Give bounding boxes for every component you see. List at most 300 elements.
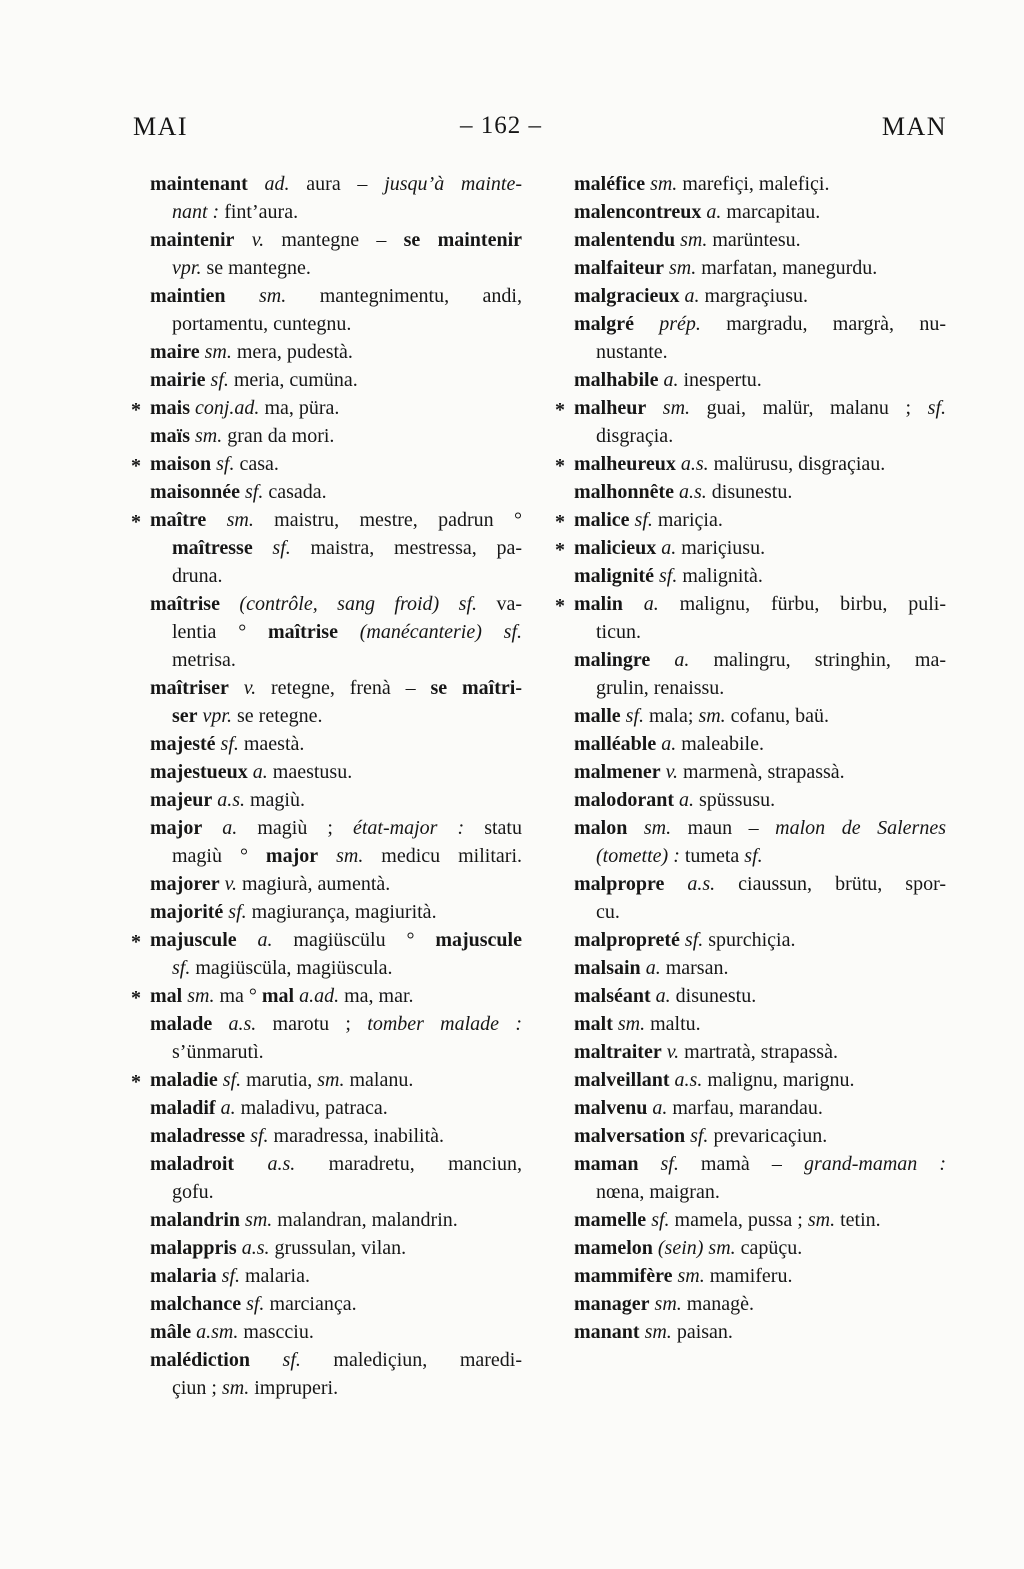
grammar-label: sf.: [685, 1125, 709, 1147]
entry-line: [574, 674, 946, 702]
entry-line: [574, 450, 946, 478]
headword: mamelon: [574, 1237, 653, 1259]
headword: malséant: [574, 985, 651, 1007]
entry-line: [574, 1262, 946, 1290]
homonym-star-marker: *: [131, 987, 141, 1009]
translation-text: ma, püra.: [259, 397, 340, 419]
translation-text: magiù.: [245, 789, 305, 811]
entry-line: [150, 758, 522, 786]
translation-text: cofanu, baü.: [725, 705, 829, 727]
entry-line: [574, 842, 946, 870]
dictionary-entry: [555, 394, 946, 450]
dictionary-entry: [555, 450, 946, 478]
grammar-label: sm.: [206, 509, 254, 531]
translation-text: aura –: [289, 173, 385, 195]
dictionary-entry: [150, 1150, 522, 1206]
dictionary-entry: [150, 674, 522, 730]
entry-line: [150, 226, 522, 254]
grammar-label: a.: [650, 649, 690, 671]
dictionary-entry: [574, 478, 946, 506]
entry-line: [574, 310, 946, 338]
dictionary-entry: [131, 506, 522, 590]
dictionary-entry: [150, 282, 522, 338]
translation-text: managè.: [681, 1293, 754, 1315]
entry-line: [574, 506, 946, 534]
entry-line: [574, 898, 946, 926]
entry-line: [150, 730, 522, 758]
grammar-label: a.: [701, 201, 722, 223]
entry-line: [574, 730, 946, 758]
grammar-label: a.: [679, 285, 700, 307]
grammar-label: sm.: [317, 1069, 345, 1091]
headword: majorer: [150, 873, 220, 895]
entry-line: [574, 226, 946, 254]
entry-line: [574, 954, 946, 982]
translation-text: disunestu.: [670, 985, 757, 1007]
dictionary-entry: [574, 254, 946, 282]
dictionary-entry: [150, 1318, 522, 1346]
translation-text: s’ünmarutì.: [172, 1041, 264, 1063]
translation-text: magiurà, aumentà.: [237, 873, 391, 895]
dictionary-entry: [574, 982, 946, 1010]
entry-line: [574, 422, 946, 450]
translation-text: gofu.: [172, 1181, 214, 1203]
translation-text: ticun.: [596, 621, 641, 643]
grammar-label: a.s.: [674, 481, 707, 503]
headword: malversation: [574, 1125, 686, 1147]
entry-line: [150, 674, 522, 702]
translation-text: casa.: [234, 453, 279, 475]
entry-line: [150, 282, 522, 310]
entry-line: [150, 870, 522, 898]
entry-line: [150, 702, 522, 730]
dictionary-entry: [150, 1234, 522, 1262]
grammar-label: sm.: [225, 285, 287, 307]
headword: maladie: [150, 1069, 218, 1091]
translation-text: marcapitau.: [721, 201, 821, 223]
translation-text: se retegne.: [232, 705, 323, 727]
headword: malmener: [574, 761, 661, 783]
grammar-label: vpr.: [172, 257, 202, 279]
grammar-label: sf.: [646, 1209, 670, 1231]
headword: malin: [574, 593, 623, 615]
translation-text: prevaricaçiun.: [708, 1125, 828, 1147]
grammar-label: sf.: [223, 901, 247, 923]
grammar-label: a.: [658, 369, 679, 391]
grammar-label: a.s.: [236, 1237, 270, 1259]
entry-line: [574, 198, 946, 226]
translation-text: malediçiun, maredi-: [300, 1349, 523, 1371]
grammar-label: vpr.: [197, 705, 232, 727]
homonym-star-marker: *: [555, 595, 565, 617]
entry-line: [150, 1094, 522, 1122]
headword: maintenant: [150, 173, 248, 195]
headword: mamelle: [574, 1209, 647, 1231]
grammar-label: sm.: [645, 173, 678, 195]
entry-line: [574, 1066, 946, 1094]
headword: maltraiter: [574, 1041, 662, 1063]
headword: maintien: [150, 285, 226, 307]
grammar-label: a.: [215, 1097, 236, 1119]
headword: malignité: [574, 565, 654, 587]
grammar-label: sf.: [241, 1293, 265, 1315]
headword: majestueux: [150, 761, 248, 783]
dictionary-entry: [574, 226, 946, 254]
homonym-star-marker: *: [131, 455, 141, 477]
entry-line: [574, 170, 946, 198]
headword: malice: [574, 509, 630, 531]
translation-text: magiüscülu °: [272, 929, 436, 951]
translation-text: disgraçia.: [596, 425, 674, 447]
translation-text: disunestu.: [706, 481, 793, 503]
grammar-label: sm.: [627, 817, 672, 839]
grammar-label: conj.ad.: [190, 397, 260, 419]
headword: majuscule: [435, 929, 522, 951]
grammar-label: a.: [647, 1097, 668, 1119]
entry-line: [150, 1122, 522, 1150]
homonym-star-marker: *: [555, 455, 565, 477]
headword: mal: [150, 985, 183, 1007]
dictionary-entry: [150, 814, 522, 870]
dictionary-entry: [150, 478, 522, 506]
entry-line: [574, 1234, 946, 1262]
headword: malfaiteur: [574, 257, 664, 279]
grammar-label: a.: [236, 929, 273, 951]
dictionary-entry: [131, 450, 522, 478]
headword: malon: [574, 817, 628, 839]
entry-line: [574, 562, 946, 590]
headword: majuscule: [150, 929, 237, 951]
grammar-label: grand-maman :: [803, 1153, 946, 1175]
translation-text: guai, malür, malanu ;: [690, 397, 928, 419]
translation-text: mantegnimentu, andi,: [286, 285, 522, 307]
grammar-label: (contrôle, sang froid): [219, 593, 440, 615]
headword: major: [150, 817, 203, 839]
dictionary-entry: [150, 366, 522, 394]
headword: malt: [574, 1013, 613, 1035]
grammar-label: v.: [219, 873, 237, 895]
entry-line: [574, 1178, 946, 1206]
dictionary-entry: [574, 730, 946, 758]
grammar-label: (tomette) :: [596, 845, 680, 867]
grammar-label: malon de Salernes: [775, 817, 946, 839]
entry-line: [150, 366, 522, 394]
dictionary-entry: [150, 730, 522, 758]
entry-line: [574, 982, 946, 1010]
dictionary-entry: [574, 366, 946, 394]
entry-line: [574, 786, 946, 814]
headword: maison: [150, 453, 212, 475]
grammar-label: sm.: [672, 1265, 705, 1287]
translation-text: meria, cumüna.: [228, 369, 358, 391]
headword: malappris: [150, 1237, 237, 1259]
dictionary-entry: [150, 1346, 522, 1402]
dictionary-entry: [555, 506, 946, 534]
grammar-label: sf.: [215, 733, 239, 755]
translation-text: maladivu, patraca.: [235, 1097, 388, 1119]
dictionary-entry: [150, 1290, 522, 1318]
translation-text: magiù °: [172, 845, 266, 867]
dictionary-entry: [555, 590, 947, 646]
grammar-label: sm.: [190, 425, 223, 447]
headword: majeur: [150, 789, 213, 811]
translation-text: malingru, stringhin, ma-: [689, 649, 946, 671]
dictionary-entry: [574, 758, 946, 786]
entry-line: [150, 786, 522, 814]
grammar-label: sf.: [240, 481, 264, 503]
entry-line: [574, 254, 946, 282]
dictionary-entry: [574, 870, 946, 926]
entry-line: [574, 1122, 946, 1150]
headword: malodorant: [574, 789, 674, 811]
translation-text: malaria.: [240, 1265, 310, 1287]
entry-line: [150, 926, 522, 954]
grammar-label: sf.: [250, 1349, 301, 1371]
guide-word-right: MAN: [881, 112, 947, 141]
translation-text: mariçia.: [652, 509, 723, 531]
grammar-label: sf.: [205, 369, 229, 391]
dictionary-entry: [555, 534, 946, 562]
translation-text: mamiferu.: [704, 1265, 793, 1287]
grammar-label: sf.: [216, 1265, 240, 1287]
grammar-label: sf.: [211, 453, 235, 475]
entry-line: [150, 1010, 522, 1038]
translation-text: malanu.: [344, 1069, 414, 1091]
grammar-label: a.s.: [664, 873, 716, 895]
translation-text: margradu, margrà, nu-: [700, 313, 946, 335]
translation-text: cu.: [596, 901, 620, 923]
translation-text: fint’aura.: [219, 201, 299, 223]
entry-line: [150, 1178, 522, 1206]
headword: malédiction: [150, 1349, 250, 1371]
headword: malencontreux: [574, 201, 702, 223]
headword: malpropre: [574, 873, 665, 895]
headword: malandrin: [150, 1209, 241, 1231]
dictionary-entry: [574, 282, 946, 310]
dictionary-entry: [574, 1290, 946, 1318]
entry-line: [574, 338, 946, 366]
grammar-label: sf.: [620, 705, 644, 727]
homonym-star-marker: *: [555, 511, 565, 533]
translation-text: mascciu.: [238, 1321, 314, 1343]
headword: malentendu: [574, 229, 676, 251]
headword: malhabile: [574, 369, 659, 391]
entry-line: [150, 842, 522, 870]
homonym-star-marker: *: [555, 399, 565, 421]
translation-text: maleabile.: [676, 733, 764, 755]
grammar-label: sm.: [199, 341, 232, 363]
headword: malvenu: [574, 1097, 648, 1119]
translation-text: paisan.: [671, 1321, 733, 1343]
headword: mal: [261, 985, 295, 1007]
dictionary-entry: [131, 1066, 522, 1094]
translation-text: druna.: [172, 565, 223, 587]
grammar-label: sf.: [217, 1069, 242, 1091]
dictionary-entry: [574, 1150, 946, 1206]
grammar-label: sm.: [318, 845, 364, 867]
grammar-label: sm.: [663, 257, 697, 279]
grammar-label: sf.: [481, 621, 522, 643]
headword: malingre: [574, 649, 651, 671]
entry-line: [574, 394, 946, 422]
entry-line: [150, 254, 522, 282]
entry-line: [150, 814, 522, 842]
headword: maladif: [150, 1097, 216, 1119]
entry-line: [150, 954, 522, 982]
entry-line: [150, 1066, 522, 1094]
headword: ser: [172, 705, 198, 727]
entry-line: [574, 1290, 946, 1318]
headword: malheur: [574, 397, 647, 419]
entry-line: [574, 1038, 946, 1066]
translation-text: capüçu.: [735, 1237, 803, 1259]
dictionary-entry: [150, 422, 522, 450]
grammar-label: a.: [640, 957, 661, 979]
grammar-label: prép.: [633, 313, 701, 335]
headword: maladroit: [150, 1153, 235, 1175]
entry-line: [150, 422, 522, 450]
entry-line: [150, 1346, 522, 1374]
entry-line: [574, 646, 946, 674]
translation-text: magiù ;: [237, 817, 353, 839]
dictionary-entry: [150, 226, 522, 282]
left-column: [131, 170, 523, 1402]
translation-text: mamà –: [678, 1153, 804, 1175]
entry-line: [574, 702, 946, 730]
entry-line: [574, 366, 946, 394]
grammar-label: sm.: [698, 705, 726, 727]
entry-line: [150, 1234, 522, 1262]
grammar-label: sf.: [252, 537, 291, 559]
headword: maîtrise: [267, 621, 338, 643]
grammar-label: sf.: [654, 565, 678, 587]
entry-line: [574, 282, 946, 310]
headword: malle: [574, 705, 621, 727]
headword: maîtresse: [172, 537, 253, 559]
entry-line: [150, 478, 522, 506]
dictionary-entry: [150, 1206, 522, 1234]
translation-text: portamentu, cuntegnu.: [172, 313, 352, 335]
dictionary-entry: [150, 786, 522, 814]
entry-line: [574, 814, 946, 842]
translation-text: marciança.: [264, 1293, 357, 1315]
grammar-label: a.ad.: [294, 985, 340, 1007]
right-column: [555, 170, 947, 1402]
entry-line: [150, 562, 522, 590]
grammar-label: nant :: [172, 201, 220, 223]
grammar-label: sm.: [649, 1293, 682, 1315]
entry-line: [150, 590, 522, 618]
entry-line: [574, 926, 946, 954]
grammar-label: v.: [661, 1041, 680, 1063]
translation-text: se mantegne.: [201, 257, 311, 279]
grammar-label: sf.: [638, 1153, 679, 1175]
translation-text: retegne, frenà –: [256, 677, 431, 699]
grammar-label: sm.: [182, 985, 215, 1007]
headword: mairie: [150, 369, 206, 391]
headword: malgré: [574, 313, 634, 335]
entry-line: [150, 450, 522, 478]
entry-line: [150, 1374, 522, 1402]
translation-text: tetin.: [835, 1209, 881, 1231]
headword: maître: [150, 509, 207, 531]
entry-line: [150, 1038, 522, 1066]
entry-line: [150, 1262, 522, 1290]
translation-text: grulin, renaissu.: [596, 677, 725, 699]
translation-text: maradretu, manciun,: [295, 1153, 522, 1175]
dictionary-entry: [150, 758, 522, 786]
headword: se maintenir: [403, 229, 522, 251]
grammar-label: a.s.: [212, 1013, 257, 1035]
dictionary-entry: [574, 1234, 946, 1262]
headword: maman: [574, 1153, 639, 1175]
headword: malheureux: [574, 453, 676, 475]
entry-line: [150, 198, 522, 226]
translation-text: marfatan, manegurdu.: [696, 257, 878, 279]
grammar-label: tomber malade :: [367, 1013, 522, 1035]
grammar-label: sm.: [639, 1321, 672, 1343]
dictionary-entry: [574, 646, 946, 702]
dictionary-entry: [574, 1066, 946, 1094]
dictionary-entry: [574, 702, 946, 730]
translation-text: tumeta: [679, 845, 745, 867]
translation-text: magiurança, magiurità.: [246, 901, 437, 923]
dictionary-entry: [574, 1010, 946, 1038]
guide-word-left: MAI: [133, 112, 189, 141]
headword: maladresse: [150, 1125, 246, 1147]
grammar-label: a.: [622, 593, 659, 615]
translation-text: marmenà, strapassà.: [678, 761, 845, 783]
translation-text: inespertu.: [678, 369, 762, 391]
entry-line: [150, 646, 522, 674]
translation-text: medicu militari.: [363, 845, 522, 867]
grammar-label: v.: [660, 761, 679, 783]
translation-text: marsan.: [660, 957, 729, 979]
translation-text: malürusu, disgraçiau.: [708, 453, 886, 475]
headword: maléfice: [574, 173, 646, 195]
headword: maisonnée: [150, 481, 240, 503]
grammar-label: a.: [656, 733, 677, 755]
homonym-star-marker: *: [131, 511, 141, 533]
dictionary-entry: [574, 926, 946, 954]
grammar-label: a.s.: [212, 789, 245, 811]
grammar-label: (manécanterie): [337, 621, 482, 643]
dictionary-entry: [574, 1122, 946, 1150]
grammar-label: a.: [650, 985, 671, 1007]
translation-text: mera, pudestà.: [231, 341, 353, 363]
grammar-label: ad.: [247, 173, 290, 195]
translation-text: statu: [464, 817, 522, 839]
dictionary-entry: [150, 898, 522, 926]
entry-line: [150, 170, 522, 198]
grammar-label: a.: [656, 537, 677, 559]
headword: malsain: [574, 957, 641, 979]
grammar-label: (sein) sm.: [652, 1237, 736, 1259]
headword: malhonnête: [574, 481, 674, 503]
headword: maïs: [150, 425, 190, 447]
translation-text: ma, mar.: [339, 985, 414, 1007]
grammar-label: sf.: [439, 593, 477, 615]
entry-line: [574, 1206, 946, 1234]
grammar-label: a.s.: [234, 1153, 296, 1175]
headword: mais: [150, 397, 190, 419]
translation-text: gran da mori.: [222, 425, 335, 447]
entry-line: [574, 758, 946, 786]
translation-text: maistra, mestressa, pa-: [290, 537, 522, 559]
translation-text: va-: [477, 593, 522, 615]
entry-line: [574, 590, 946, 618]
headword: malaria: [150, 1265, 217, 1287]
